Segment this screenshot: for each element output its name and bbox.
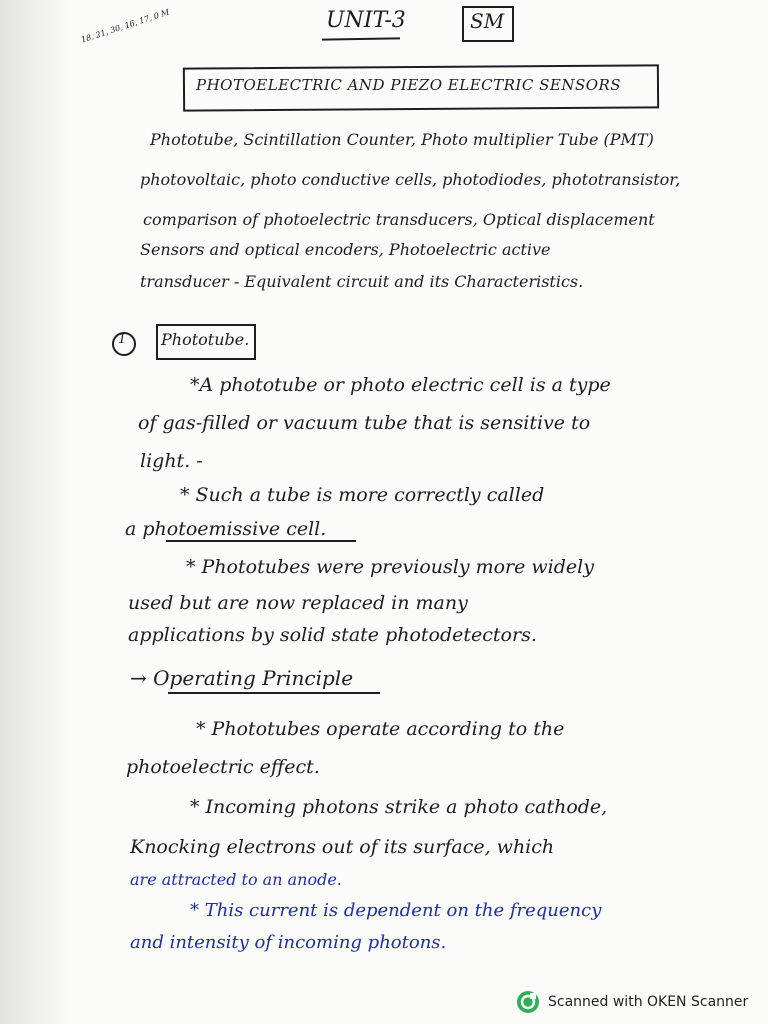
note-line: * Phototubes were previously more widely: [186, 556, 594, 578]
operating-principle-heading: → Operating Principle: [130, 666, 354, 690]
note-line: * Phototubes operate according to the: [196, 718, 565, 740]
note-line: * Incoming photons strike a photo cathode,: [190, 796, 608, 818]
note-line: of gas-filled or vacuum tube that is sensitive to: [138, 412, 591, 434]
note-line: photoelectric effect.: [126, 756, 320, 778]
unit-label: UNIT-3: [326, 8, 406, 33]
note-line: a photoemissive cell.: [125, 518, 327, 540]
note-line: used but are now replaced in many: [128, 592, 468, 614]
scanner-logo-icon: [516, 990, 540, 1014]
page-title: PHOTOELECTRIC AND PIEZO ELECTRIC SENSORS: [196, 76, 622, 94]
syllabus-line: comparison of photoelectric transducers, Optical displacement: [143, 210, 655, 229]
syllabus-line: Sensors and optical encoders, Photoelectric active: [140, 240, 551, 259]
syllabus-line: photovoltaic, photo conductive cells, photodiodes, phototransistor,: [140, 170, 681, 189]
note-line: * Such a tube is more correctly called: [180, 484, 545, 506]
photoemissive-underline: [166, 540, 356, 542]
section-number: 1: [118, 332, 127, 347]
page-edge-shadow: [0, 0, 70, 1024]
syllabus-line: transducer - Equivalent circuit and its Characteristics.: [140, 272, 584, 291]
note-line-blue: are attracted to an anode.: [130, 870, 342, 889]
note-line-blue: * This current is dependent on the frequency: [190, 900, 602, 921]
tag-label: SM: [470, 9, 505, 33]
note-line: *A phototube or photo electric cell is a type: [190, 374, 611, 396]
scanner-text: Scanned with OKEN Scanner: [548, 994, 749, 1010]
unit-underline: [322, 37, 400, 40]
note-line: applications by solid state photodetectors.: [128, 624, 537, 646]
operating-principle-underline: [168, 692, 380, 694]
syllabus-line: Phototube, Scintillation Counter, Photo multiplier Tube (PMT): [150, 130, 654, 149]
section-heading: Phototube.: [161, 330, 250, 349]
note-line: Knocking electrons out of its surface, which: [130, 836, 555, 858]
scanner-watermark: [516, 990, 748, 1014]
note-line: light. -: [140, 450, 203, 472]
note-line-blue: and intensity of incoming photons.: [130, 932, 447, 953]
date-note: 18, 21, 30, 16, 17, 0 M: [80, 7, 171, 45]
